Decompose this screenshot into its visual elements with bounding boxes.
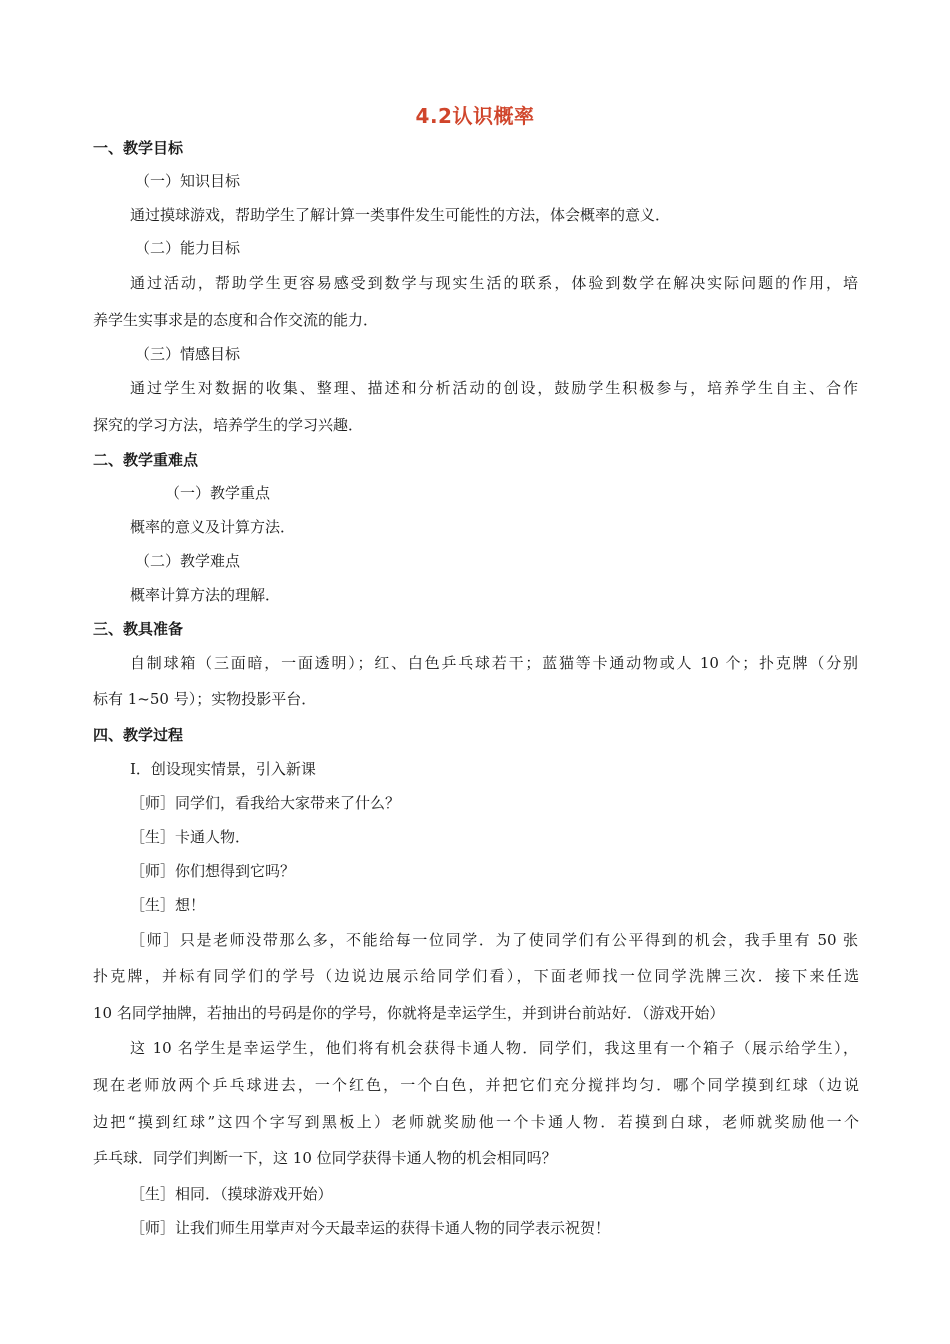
paragraph-line: 边把“摸到红球”这四个字写到黑板上）老师就奖励他一个卡通人物．若摸到白球，老师就奖励他一个 xyxy=(93,1113,859,1131)
paragraph-line: 扑克牌，并标有同学们的学号（边说边展示给同学们看），下面老师找一位同学洗牌三次．接下来任选 xyxy=(93,967,859,985)
paragraph-line: 这 10 名学生是幸运学生，他们将有机会获得卡通人物．同学们，我这里有一个箱子（展示给学生）， xyxy=(130,1039,858,1057)
dialogue-line: ［师］让我们师生用掌声对今天最幸运的获得卡通人物的同学表示祝贺！ xyxy=(130,1219,611,1237)
dialogue-line: ［生］卡通人物． xyxy=(130,828,251,846)
paragraph-line: 概率计算方法的理解． xyxy=(130,586,281,604)
paragraph-line: 通过活动，帮助学生更容易感受到数学与现实生活的联系，体验到数学在解决实际问题的作用，培 xyxy=(130,274,858,292)
subheading-emotion: （三）情感目标 xyxy=(135,345,241,363)
paragraph-line: 现在老师放两个乒乓球进去，一个红色，一个白色，并把它们充分搅拌均匀．哪个同学摸到红球（边说 xyxy=(93,1076,859,1094)
section-heading-process: 四、教学过程 xyxy=(93,726,184,744)
paragraph-line: 养学生实事求是的态度和合作交流的能力． xyxy=(93,311,379,329)
subheading-focus: （一）教学重点 xyxy=(165,484,271,502)
dialogue-line: ［师］只是老师没带那么多，不能给每一位同学．为了使同学们有公平得到的机会，我手里有 50 张 xyxy=(130,931,858,949)
section-heading-objectives: 一、教学目标 xyxy=(93,139,184,157)
document-title: 4.2认识概率 xyxy=(415,104,535,128)
paragraph-line: 探究的学习方法，培养学生的学习兴趣． xyxy=(93,416,364,434)
paragraph-line: 通过摸球游戏，帮助学生了解计算一类事件发生可能性的方法，体会概率的意义． xyxy=(130,206,671,224)
subheading-ability: （二）能力目标 xyxy=(135,239,241,257)
dialogue-line: ［生］相同．（摸球游戏开始） xyxy=(130,1185,333,1203)
dialogue-line: ［生］想！ xyxy=(130,896,206,914)
section-heading-materials: 三、教具准备 xyxy=(93,620,184,638)
paragraph-line: 10 名同学抽牌，若抽出的号码是你的学号，你就将是幸运学生，并到讲台前站好．（游戏开始） xyxy=(93,1004,725,1022)
subheading-difficulty: （二）教学难点 xyxy=(135,552,241,570)
dialogue-line: ［师］你们想得到它吗？ xyxy=(130,862,296,880)
paragraph-line: 标有 1~50 号）；实物投影平台． xyxy=(93,690,317,708)
paragraph-line: 乒乓球．同学们判断一下，这 10 位同学获得卡通人物的机会相同吗？ xyxy=(93,1149,557,1167)
subheading-knowledge: （一）知识目标 xyxy=(135,172,241,190)
paragraph-line: 自制球箱（三面暗，一面透明）；红、白色乒乓球若干；蓝猫等卡通动物或人 10 个；扑克牌（分别 xyxy=(130,654,858,672)
section-heading-key-points: 二、教学重难点 xyxy=(93,451,199,469)
paragraph-line: Ⅰ．创设现实情景，引入新课 xyxy=(130,760,316,778)
paragraph-line: 通过学生对数据的收集、整理、描述和分析活动的创设，鼓励学生积极参与，培养学生自主、合作 xyxy=(130,379,858,397)
paragraph-line: 概率的意义及计算方法． xyxy=(130,518,296,536)
dialogue-line: ［师］同学们，看我给大家带来了什么？ xyxy=(130,794,401,812)
